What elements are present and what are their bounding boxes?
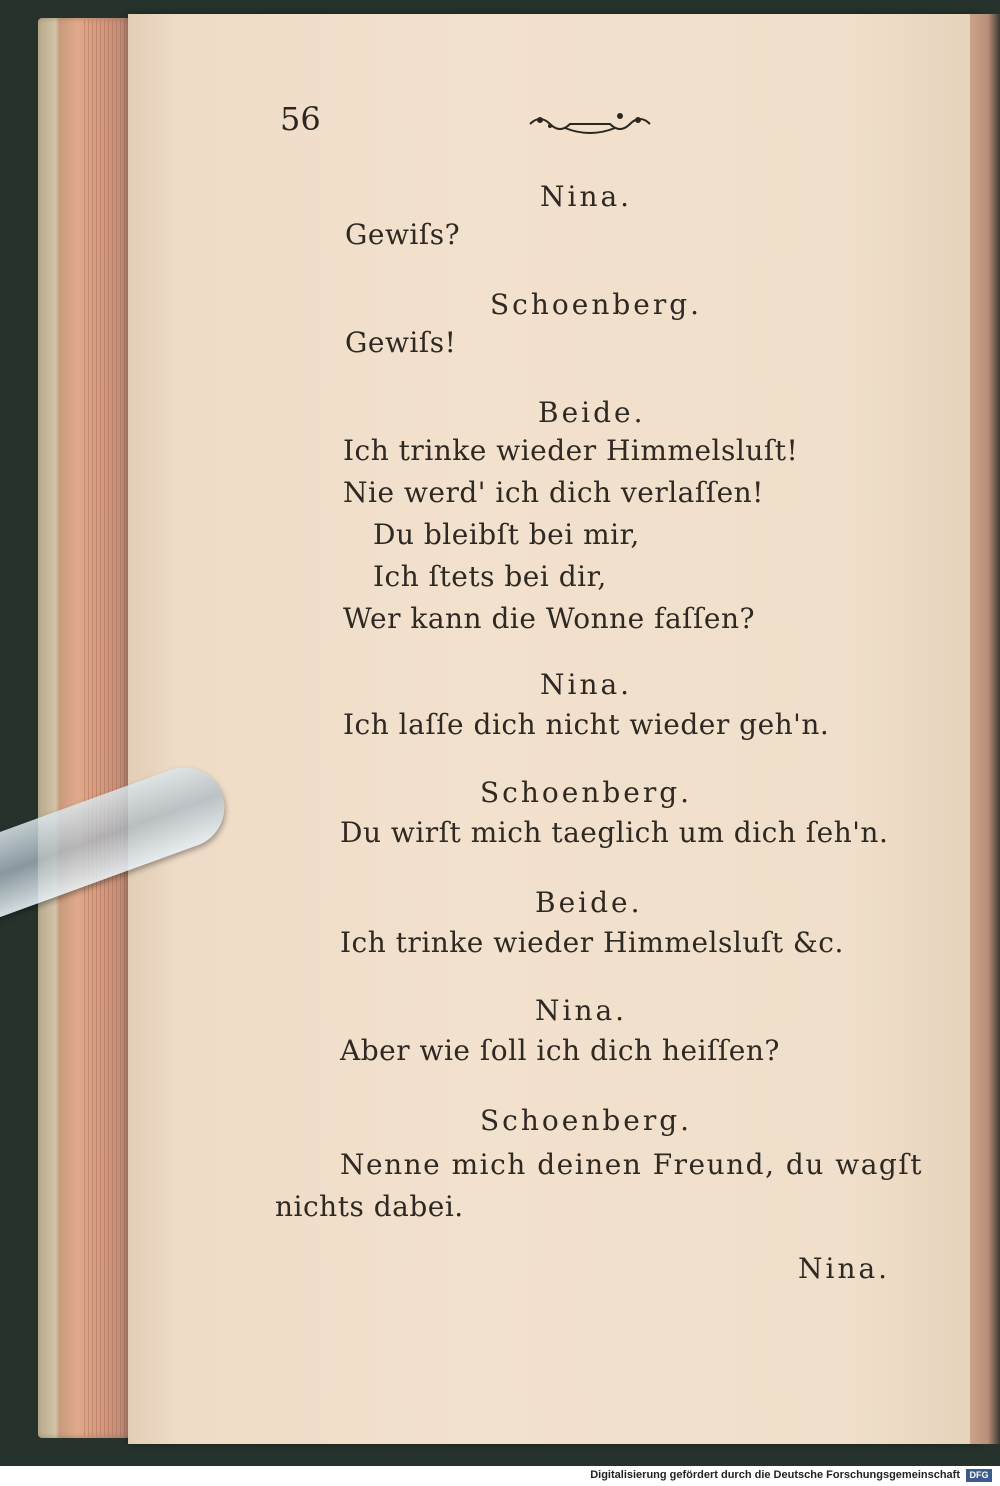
dialogue-line: Ich laſſe dich nicht wieder geh'n. bbox=[343, 708, 830, 741]
speaker-name: Nina. bbox=[540, 668, 633, 701]
facing-page-edge bbox=[970, 14, 1000, 1444]
dialogue-line: Wer kann die Wonne faſſen? bbox=[343, 602, 755, 635]
ornament-icon bbox=[520, 108, 660, 140]
page-number: 56 bbox=[280, 100, 321, 138]
speaker-name: Schoenberg. bbox=[480, 776, 693, 809]
speaker-name: Nina. bbox=[798, 1252, 891, 1285]
speaker-name: Schoenberg. bbox=[490, 288, 703, 321]
dialogue-line: Gewiſs? bbox=[345, 218, 461, 251]
dialogue-line: Aber wie ſoll ich dich heiſſen? bbox=[340, 1034, 780, 1067]
dialogue-line: Ich trinke wieder Himmelsluſt &c. bbox=[340, 926, 844, 959]
dialogue-line: Nie werd' ich dich verlaſſen! bbox=[343, 476, 764, 509]
dialogue-line: Ich trinke wieder Himmelsluſt! bbox=[343, 434, 799, 467]
speaker-name: Beide. bbox=[538, 396, 646, 429]
speaker-name: Beide. bbox=[535, 886, 643, 919]
dialogue-line: Ich ſtets bei dir, bbox=[373, 560, 607, 593]
dialogue-line: Du bleibſt bei mir, bbox=[373, 518, 640, 551]
speaker-name: Schoenberg. bbox=[480, 1104, 693, 1137]
speaker-name: Nina. bbox=[540, 180, 633, 213]
dfg-logo-icon: DFG bbox=[966, 1469, 992, 1482]
footer-bar bbox=[0, 1466, 1000, 1486]
dialogue-line: Nenne mich deinen Freund, du wagſt bbox=[340, 1148, 923, 1181]
footer-credit: Digitalisierung gefördert durch die Deutsche Forschungsgemeinschaft bbox=[590, 1469, 960, 1481]
speaker-name: Nina. bbox=[535, 994, 628, 1027]
dialogue-line: Du wirſt mich taeglich um dich ſeh'n. bbox=[340, 816, 889, 849]
page-stack bbox=[84, 20, 130, 1436]
dialogue-line: Gewiſs! bbox=[345, 326, 457, 359]
dialogue-line: nichts dabei. bbox=[275, 1190, 464, 1223]
